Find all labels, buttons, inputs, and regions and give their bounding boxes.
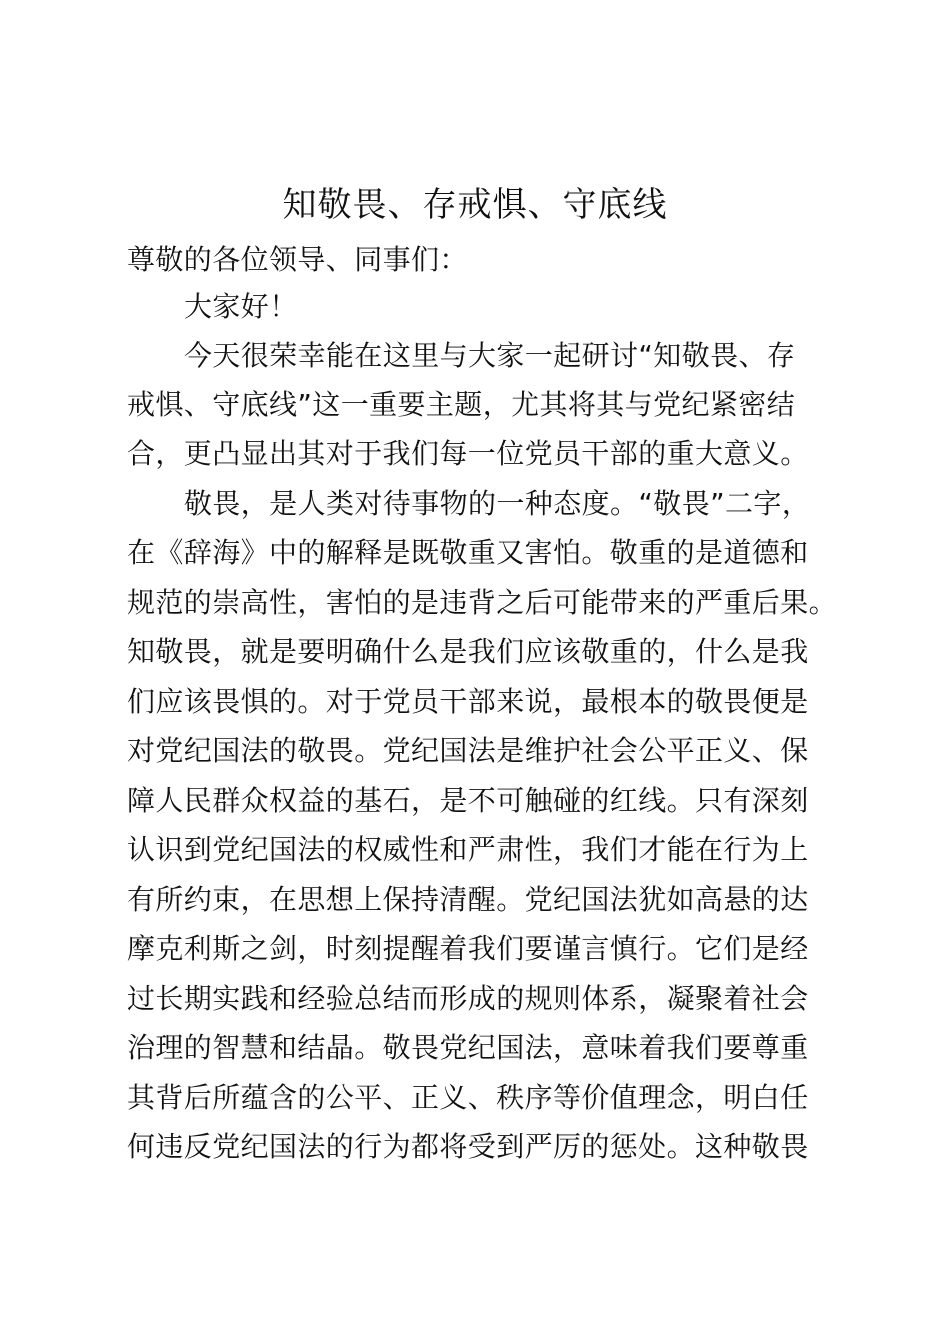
paragraph-line: 在《辞海》中的解释是既敬重又害怕。敬重的是道德和 [127, 536, 809, 569]
paragraph-line: 规范的崇高性，害怕的是违背之后可能带来的严重后果。 [127, 586, 838, 619]
paragraph-line: 合，更凸显出其对于我们每一位党员干部的重大意义。 [127, 437, 809, 470]
paragraph-line: 敬畏，是人类对待事物的一种态度。“敬畏”二字， [184, 487, 811, 520]
paragraph-line: 障人民群众权益的基石，是不可触碰的红线。只有深刻 [127, 784, 809, 817]
paragraph-line: 戒惧、守底线”这一重要主题，尤其将其与党纪紧密结 [127, 388, 796, 421]
salutation-line: 尊敬的各位领导、同事们： [127, 243, 468, 276]
paragraph-line: 知敬畏，就是要明确什么是我们应该敬重的，什么是我 [127, 635, 809, 668]
paragraph-line: 过长期实践和经验总结而形成的规则体系，凝聚着社会 [127, 982, 809, 1015]
paragraph-line: 对党纪国法的敬畏。党纪国法是维护社会公平正义、保 [127, 734, 809, 767]
paragraph-line: 何违反党纪国法的行为都将受到严厉的惩处。这种敬畏 [127, 1130, 809, 1163]
paragraph-line: 们应该畏惧的。对于党员干部来说，最根本的敬畏便是 [127, 685, 809, 718]
paragraph-line: 其背后所蕴含的公平、正义、秩序等价值理念，明白任 [127, 1081, 809, 1114]
document-title: 知敬畏、存戒惧、守底线 [282, 185, 668, 225]
paragraph-line: 治理的智慧和结晶。敬畏党纪国法，意味着我们要尊重 [127, 1031, 809, 1064]
greeting-line: 大家好！ [184, 290, 298, 323]
paragraph-line: 认识到党纪国法的权威性和严肃性，我们才能在行为上 [127, 833, 809, 866]
paragraph-line: 今天很荣幸能在这里与大家一起研讨“知敬畏、存 [184, 339, 796, 372]
paragraph-line: 有所约束，在思想上保持清醒。党纪国法犹如高悬的达 [127, 883, 809, 916]
paragraph-line: 摩克利斯之剑，时刻提醒着我们要谨言慎行。它们是经 [127, 932, 809, 965]
